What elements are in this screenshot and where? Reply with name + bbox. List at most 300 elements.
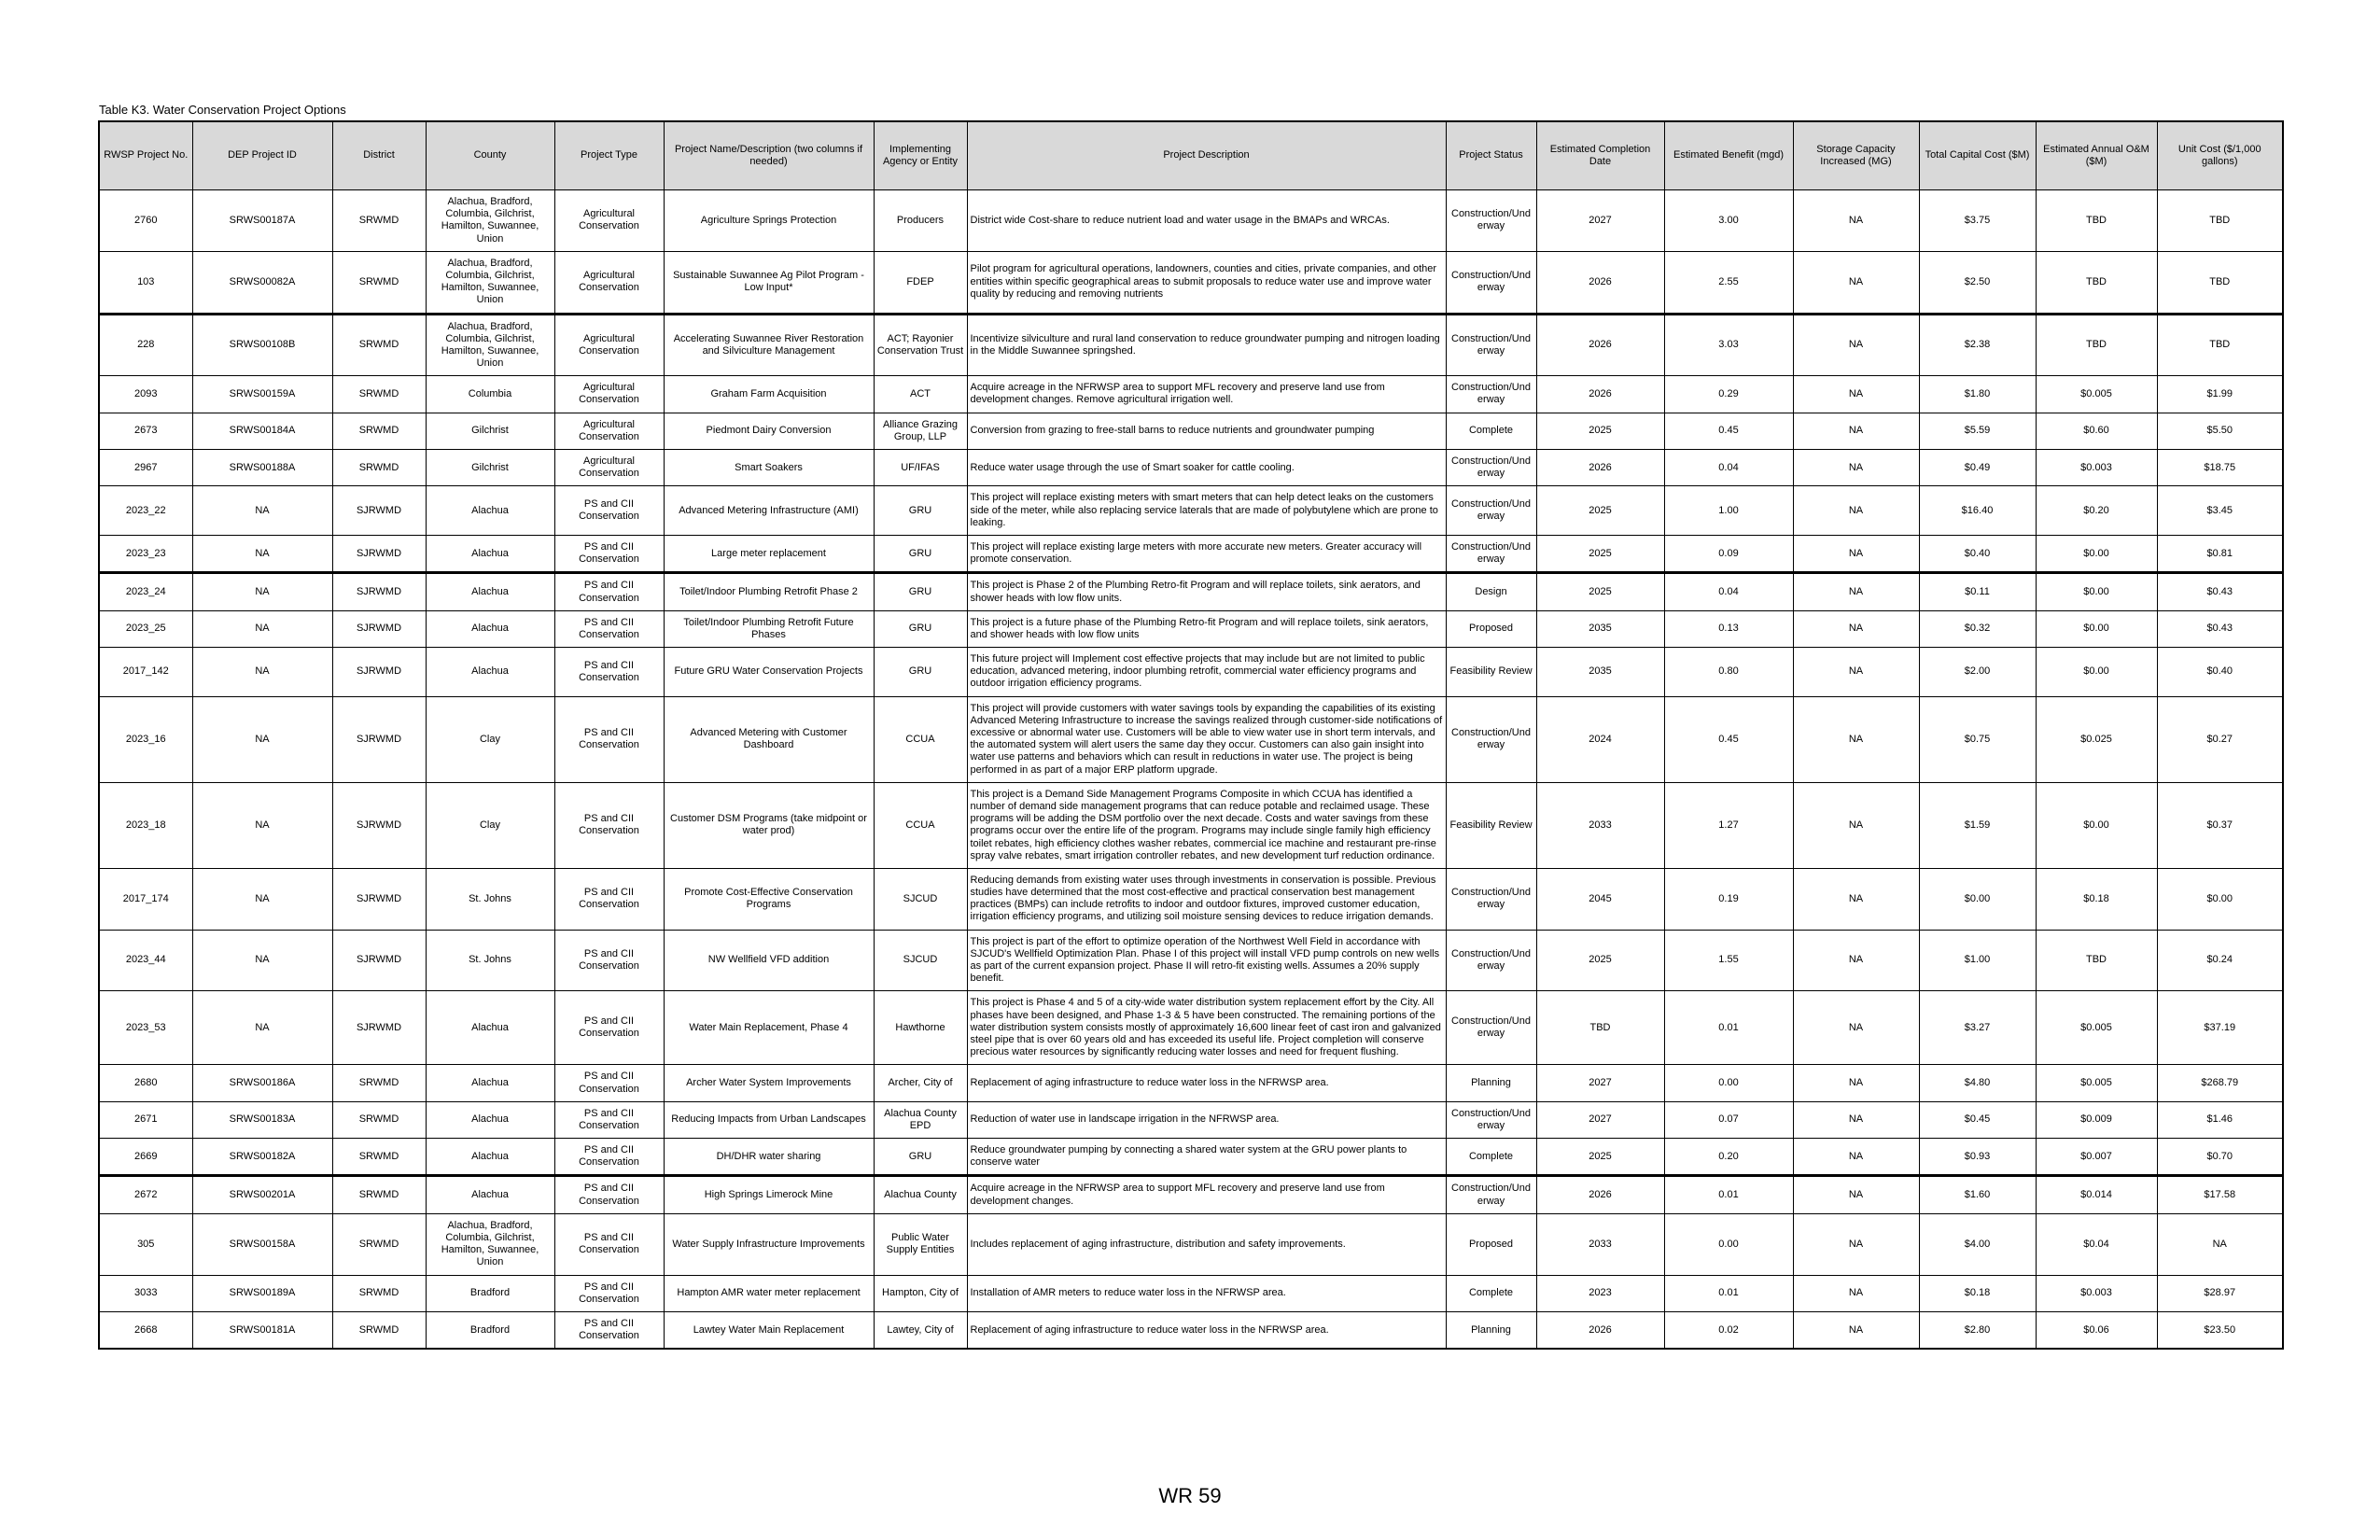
cell-agency: Public Water Supply Entities [874, 1213, 967, 1275]
cell-rwsp: 103 [99, 251, 192, 314]
cell-status: Design [1446, 573, 1536, 610]
table-row [99, 868, 2283, 930]
cell-status: Construction/Underway [1446, 991, 1536, 1065]
cell-type: Agricultural Conservation [554, 450, 664, 486]
cell-rwsp: 2023_53 [99, 991, 192, 1065]
cell-district: SJRWMD [332, 696, 426, 782]
table-row [99, 1311, 2283, 1349]
cell-completion: 2026 [1536, 251, 1664, 314]
cell-name: Future GRU Water Conservation Projects [664, 648, 874, 697]
cell-capital: $1.80 [1919, 376, 2036, 413]
cell-county: Columbia [426, 376, 554, 413]
table-row [99, 648, 2283, 697]
column-header-description: Project Description [967, 121, 1446, 190]
cell-storage: NA [1793, 376, 1919, 413]
cell-district: SRWMD [332, 190, 426, 252]
cell-district: SRWMD [332, 1065, 426, 1101]
cell-dep: SRWS00159A [192, 376, 332, 413]
cell-capital: $4.80 [1919, 1065, 2036, 1101]
cell-storage: NA [1793, 930, 1919, 991]
cell-name: Graham Farm Acquisition [664, 376, 874, 413]
cell-district: SRWMD [332, 251, 426, 314]
cell-name: Hampton AMR water meter replacement [664, 1275, 874, 1311]
table-row [99, 1139, 2283, 1176]
cell-status: Proposed [1446, 610, 1536, 647]
cell-benefit: 0.20 [1664, 1139, 1793, 1176]
cell-description: This project is a future phase of the Plumbing Retro-fit Program and will replace toilets, sink aerators, and shower heads with low flow units [967, 610, 1446, 647]
cell-om: $0.60 [2036, 413, 2157, 449]
cell-rwsp: 2023_18 [99, 782, 192, 868]
cell-name: Toilet/Indoor Plumbing Retrofit Phase 2 [664, 573, 874, 610]
cell-district: SJRWMD [332, 868, 426, 930]
cell-om: $0.007 [2036, 1139, 2157, 1176]
cell-om: $0.00 [2036, 648, 2157, 697]
cell-benefit: 1.27 [1664, 782, 1793, 868]
cell-storage: NA [1793, 610, 1919, 647]
cell-name: Advanced Metering with Customer Dashboard [664, 696, 874, 782]
cell-storage: NA [1793, 1311, 1919, 1349]
column-header-type: Project Type [554, 121, 664, 190]
cell-status: Complete [1446, 1139, 1536, 1176]
cell-name: Toilet/Indoor Plumbing Retrofit Future Phases [664, 610, 874, 647]
cell-rwsp: 2093 [99, 376, 192, 413]
cell-description: This project is part of the effort to optimize operation of the Northwest Well Field in accordance with SJCUD's Wellfield Optimization Plan. Phase I of this project will install VFD pump controls on new wells as part of the current expansion project. Phase II will retro-fit existing wells. Assumes a 20% supply benefit. [967, 930, 1446, 991]
cell-completion: 2033 [1536, 782, 1664, 868]
cell-rwsp: 3033 [99, 1275, 192, 1311]
cell-dep: SRWS00183A [192, 1101, 332, 1138]
cell-unit: $0.37 [2157, 782, 2283, 868]
table-row [99, 1213, 2283, 1275]
column-header-county: County [426, 121, 554, 190]
cell-completion: 2025 [1536, 535, 1664, 572]
cell-name: Smart Soakers [664, 450, 874, 486]
cell-rwsp: 2672 [99, 1176, 192, 1213]
cell-county: Gilchrist [426, 413, 554, 449]
cell-dep: NA [192, 868, 332, 930]
cell-benefit: 1.00 [1664, 486, 1793, 536]
cell-benefit: 0.00 [1664, 1065, 1793, 1101]
cell-om: $0.009 [2036, 1101, 2157, 1138]
cell-description: Conversion from grazing to free-stall barns to reduce nutrients and groundwater pumping [967, 413, 1446, 449]
cell-type: PS and CII Conservation [554, 1139, 664, 1176]
cell-benefit: 0.07 [1664, 1101, 1793, 1138]
cell-dep: SRWS00184A [192, 413, 332, 449]
cell-description: Reduction of water use in landscape irrigation in the NFRWSP area. [967, 1101, 1446, 1138]
cell-name: High Springs Limerock Mine [664, 1176, 874, 1213]
cell-agency: FDEP [874, 251, 967, 314]
cell-description: Includes replacement of aging infrastructure, distribution and safety improvements. [967, 1213, 1446, 1275]
cell-name: Reducing Impacts from Urban Landscapes [664, 1101, 874, 1138]
cell-district: SRWMD [332, 1275, 426, 1311]
page-number: WR 59 [1158, 1484, 1222, 1507]
cell-storage: NA [1793, 573, 1919, 610]
cell-dep: NA [192, 610, 332, 647]
table-title: Table K3. Water Conservation Project Options [99, 103, 346, 117]
cell-status: Construction/Underway [1446, 1101, 1536, 1138]
cell-capital: $0.93 [1919, 1139, 2036, 1176]
cell-dep: SRWS00181A [192, 1311, 332, 1349]
cell-capital: $0.75 [1919, 696, 2036, 782]
cell-agency: GRU [874, 486, 967, 536]
cell-type: Agricultural Conservation [554, 376, 664, 413]
cell-completion: 2023 [1536, 1275, 1664, 1311]
cell-rwsp: 2669 [99, 1139, 192, 1176]
cell-status: Planning [1446, 1065, 1536, 1101]
cell-agency: ACT [874, 376, 967, 413]
cell-rwsp: 2023_25 [99, 610, 192, 647]
cell-completion: 2026 [1536, 450, 1664, 486]
cell-description: This project will replace existing meters with smart meters that can help detect leaks on the customers side of the meter, while also replacing service laterals that are made of polybutylene which are prone to leaking. [967, 486, 1446, 536]
cell-capital: $4.00 [1919, 1213, 2036, 1275]
cell-completion: 2026 [1536, 314, 1664, 376]
cell-type: PS and CII Conservation [554, 696, 664, 782]
table-body [99, 190, 2283, 1350]
cell-benefit: 0.09 [1664, 535, 1793, 572]
cell-om: $0.014 [2036, 1176, 2157, 1213]
cell-agency: Alliance Grazing Group, LLP [874, 413, 967, 449]
table-row [99, 930, 2283, 991]
cell-capital: $1.00 [1919, 930, 2036, 991]
cell-name: Water Supply Infrastructure Improvements [664, 1213, 874, 1275]
cell-om: $0.00 [2036, 782, 2157, 868]
cell-unit: $3.45 [2157, 486, 2283, 536]
cell-unit: $0.00 [2157, 868, 2283, 930]
cell-type: PS and CII Conservation [554, 1065, 664, 1101]
cell-rwsp: 2760 [99, 190, 192, 252]
cell-benefit: 0.01 [1664, 1275, 1793, 1311]
cell-agency: Alachua County [874, 1176, 967, 1213]
cell-agency: Producers [874, 190, 967, 252]
cell-rwsp: 2673 [99, 413, 192, 449]
cell-completion: 2045 [1536, 868, 1664, 930]
cell-completion: 2025 [1536, 1139, 1664, 1176]
cell-type: Agricultural Conservation [554, 314, 664, 376]
cell-unit: $0.27 [2157, 696, 2283, 782]
cell-capital: $2.80 [1919, 1311, 2036, 1349]
cell-type: Agricultural Conservation [554, 251, 664, 314]
cell-om: $0.003 [2036, 1275, 2157, 1311]
cell-description: Reduce water usage through the use of Smart soaker for cattle cooling. [967, 450, 1446, 486]
cell-benefit: 0.01 [1664, 1176, 1793, 1213]
cell-dep: SRWS00188A [192, 450, 332, 486]
cell-agency: GRU [874, 1139, 967, 1176]
cell-description: Acquire acreage in the NFRWSP area to support MFL recovery and preserve land use from development changes. [967, 1176, 1446, 1213]
cell-capital: $0.45 [1919, 1101, 2036, 1138]
cell-rwsp: 2023_16 [99, 696, 192, 782]
cell-completion: 2027 [1536, 1065, 1664, 1101]
cell-county: Alachua [426, 1139, 554, 1176]
cell-storage: NA [1793, 782, 1919, 868]
cell-completion: 2025 [1536, 573, 1664, 610]
cell-district: SRWMD [332, 450, 426, 486]
cell-storage: NA [1793, 648, 1919, 697]
cell-dep: SRWS00189A [192, 1275, 332, 1311]
column-header-benefit: Estimated Benefit (mgd) [1664, 121, 1793, 190]
cell-storage: NA [1793, 1213, 1919, 1275]
column-header-name: Project Name/Description (two columns if needed) [664, 121, 874, 190]
table-row [99, 190, 2283, 252]
cell-description: Reduce groundwater pumping by connecting a shared water system at the GRU power plants to conserve water [967, 1139, 1446, 1176]
cell-agency: GRU [874, 573, 967, 610]
cell-om: $0.005 [2036, 1065, 2157, 1101]
cell-storage: NA [1793, 535, 1919, 572]
cell-district: SJRWMD [332, 991, 426, 1065]
cell-name: Water Main Replacement, Phase 4 [664, 991, 874, 1065]
cell-type: PS and CII Conservation [554, 1101, 664, 1138]
cell-name: Agriculture Springs Protection [664, 190, 874, 252]
cell-storage: NA [1793, 1275, 1919, 1311]
cell-om: $0.20 [2036, 486, 2157, 536]
cell-capital: $0.18 [1919, 1275, 2036, 1311]
cell-rwsp: 2017_142 [99, 648, 192, 697]
cell-rwsp: 2023_44 [99, 930, 192, 991]
cell-county: Alachua [426, 535, 554, 572]
cell-unit: NA [2157, 1213, 2283, 1275]
table-row [99, 450, 2283, 486]
cell-benefit: 0.19 [1664, 868, 1793, 930]
cell-om: $0.00 [2036, 535, 2157, 572]
cell-county: Alachua [426, 573, 554, 610]
column-header-rwsp: RWSP Project No. [99, 121, 192, 190]
cell-unit: $1.46 [2157, 1101, 2283, 1138]
cell-description: Incentivize silviculture and rural land conservation to reduce groundwater pumping and nitrogen loading in the Middle Suwannee springshed. [967, 314, 1446, 376]
cell-description: Pilot program for agricultural operations, landowners, counties and cities, private companies, and other entities within specific geographical areas to submit proposals to reduce water use and improve water quality by reducing and removing nutrients [967, 251, 1446, 314]
cell-agency: CCUA [874, 696, 967, 782]
table-row [99, 991, 2283, 1065]
cell-capital: $5.59 [1919, 413, 2036, 449]
cell-status: Construction/Underway [1446, 1176, 1536, 1213]
cell-type: PS and CII Conservation [554, 1275, 664, 1311]
cell-county: Alachua, Bradford, Columbia, Gilchrist, Hamilton, Suwannee, Union [426, 314, 554, 376]
cell-om: $0.04 [2036, 1213, 2157, 1275]
cell-dep: NA [192, 648, 332, 697]
cell-type: PS and CII Conservation [554, 610, 664, 647]
cell-om: $0.025 [2036, 696, 2157, 782]
cell-completion: 2024 [1536, 696, 1664, 782]
cell-type: PS and CII Conservation [554, 782, 664, 868]
cell-district: SRWMD [332, 1213, 426, 1275]
cell-county: Clay [426, 782, 554, 868]
cell-capital: $2.50 [1919, 251, 2036, 314]
cell-agency: CCUA [874, 782, 967, 868]
cell-status: Construction/Underway [1446, 190, 1536, 252]
cell-description: This project will provide customers with water savings tools by expanding the capabilities of its existing Advanced Metering Infrastructure to increase the savings realized through customer-side notifications of excessive or abnormal water use. Customers will be able to view water use in short term intervals, and the automated system will alert users the same day they occur. Customers can also gain insight into water use patterns and behaviors which can result in reductions in water use. The project is being performed in as part of a major ERP platform upgrade. [967, 696, 1446, 782]
cell-description: Acquire acreage in the NFRWSP area to support MFL recovery and preserve land use from development changes. Remove agricultural irrigation well. [967, 376, 1446, 413]
column-header-om: Estimated Annual O&M ($M) [2036, 121, 2157, 190]
cell-storage: NA [1793, 991, 1919, 1065]
cell-name: Large meter replacement [664, 535, 874, 572]
cell-rwsp: 2023_23 [99, 535, 192, 572]
cell-dep: SRWS00108B [192, 314, 332, 376]
cell-benefit: 3.00 [1664, 190, 1793, 252]
cell-unit: $0.70 [2157, 1139, 2283, 1176]
column-header-storage: Storage Capacity Increased (MG) [1793, 121, 1919, 190]
cell-agency: Alachua County EPD [874, 1101, 967, 1138]
cell-storage: NA [1793, 450, 1919, 486]
cell-agency: GRU [874, 648, 967, 697]
cell-unit: TBD [2157, 314, 2283, 376]
cell-agency: Lawtey, City of [874, 1311, 967, 1349]
table-row [99, 535, 2283, 572]
cell-type: PS and CII Conservation [554, 930, 664, 991]
cell-dep: NA [192, 535, 332, 572]
cell-completion: TBD [1536, 991, 1664, 1065]
cell-benefit: 2.55 [1664, 251, 1793, 314]
cell-om: $0.005 [2036, 991, 2157, 1065]
cell-county: Alachua [426, 486, 554, 536]
cell-dep: SRWS00186A [192, 1065, 332, 1101]
cell-status: Feasibility Review [1446, 648, 1536, 697]
cell-county: Alachua, Bradford, Columbia, Gilchrist, Hamilton, Suwannee, Union [426, 190, 554, 252]
cell-benefit: 0.29 [1664, 376, 1793, 413]
cell-rwsp: 2017_174 [99, 868, 192, 930]
cell-unit: $0.81 [2157, 535, 2283, 572]
cell-dep: NA [192, 782, 332, 868]
cell-unit: $37.19 [2157, 991, 2283, 1065]
cell-unit: $0.24 [2157, 930, 2283, 991]
cell-district: SRWMD [332, 1176, 426, 1213]
cell-type: Agricultural Conservation [554, 413, 664, 449]
cell-om: $0.18 [2036, 868, 2157, 930]
cell-completion: 2025 [1536, 413, 1664, 449]
table-row [99, 610, 2283, 647]
cell-type: PS and CII Conservation [554, 1311, 664, 1349]
cell-benefit: 0.01 [1664, 991, 1793, 1065]
cell-type: PS and CII Conservation [554, 486, 664, 536]
cell-type: PS and CII Conservation [554, 991, 664, 1065]
cell-dep: SRWS00182A [192, 1139, 332, 1176]
cell-storage: NA [1793, 314, 1919, 376]
cell-storage: NA [1793, 190, 1919, 252]
cell-county: Alachua, Bradford, Columbia, Gilchrist, Hamilton, Suwannee, Union [426, 251, 554, 314]
cell-completion: 2035 [1536, 648, 1664, 697]
cell-district: SRWMD [332, 1311, 426, 1349]
cell-rwsp: 2967 [99, 450, 192, 486]
cell-status: Planning [1446, 1311, 1536, 1349]
cell-rwsp: 228 [99, 314, 192, 376]
cell-rwsp: 2680 [99, 1065, 192, 1101]
cell-capital: $0.11 [1919, 573, 2036, 610]
cell-storage: NA [1793, 1065, 1919, 1101]
cell-status: Complete [1446, 413, 1536, 449]
cell-status: Feasibility Review [1446, 782, 1536, 868]
cell-district: SJRWMD [332, 486, 426, 536]
cell-rwsp: 305 [99, 1213, 192, 1275]
cell-capital: $16.40 [1919, 486, 2036, 536]
cell-county: Alachua [426, 1176, 554, 1213]
cell-status: Construction/Underway [1446, 535, 1536, 572]
cell-name: Accelerating Suwannee River Restoration and Silviculture Management [664, 314, 874, 376]
cell-storage: NA [1793, 696, 1919, 782]
cell-description: This project is Phase 4 and 5 of a city-wide water distribution system replacement effort by the City. All phases have been designed, and Phase 1-3 & 5 have been constructed. The remaining portions of the water distribution system consists mostly of approximately 16,600 linear feet of cast iron and galvanized steel pipe that is over 60 years old and has exceeded its useful life. Project completion will conserve precious water resources by significantly reducing water losses and need for frequent flushing. [967, 991, 1446, 1065]
cell-rwsp: 2668 [99, 1311, 192, 1349]
cell-capital: $0.00 [1919, 868, 2036, 930]
cell-capital: $3.27 [1919, 991, 2036, 1065]
cell-storage: NA [1793, 413, 1919, 449]
cell-type: PS and CII Conservation [554, 535, 664, 572]
cell-om: TBD [2036, 314, 2157, 376]
cell-description: Reducing demands from existing water uses through investments in conservation is possible. Previous studies have determined that the most cost-effective and practical conservation best management practices (BMPs) can include retrofits to indoor and outdoor fixtures, improved customer education, irrigation efficiency programs, and utilizing soil moisture sensing devices to reduce irrigation demands. [967, 868, 1446, 930]
cell-om: $0.00 [2036, 610, 2157, 647]
cell-status: Proposed [1446, 1213, 1536, 1275]
cell-om: TBD [2036, 930, 2157, 991]
cell-agency: GRU [874, 610, 967, 647]
water-conservation-projects-table [98, 120, 2284, 1350]
cell-unit: $1.99 [2157, 376, 2283, 413]
cell-agency: SJCUD [874, 930, 967, 991]
cell-unit: $0.43 [2157, 610, 2283, 647]
table-row [99, 1065, 2283, 1101]
cell-district: SJRWMD [332, 930, 426, 991]
table-row [99, 486, 2283, 536]
cell-description: This future project will Implement cost effective projects that may include but are not limited to public education, advanced metering, indoor plumbing retrofit, commercial water efficiency programs and outdoor irrigation efficiency programs. [967, 648, 1446, 697]
cell-dep: NA [192, 573, 332, 610]
table-row [99, 314, 2283, 376]
cell-district: SRWMD [332, 314, 426, 376]
cell-om: $0.005 [2036, 376, 2157, 413]
cell-completion: 2026 [1536, 1311, 1664, 1349]
cell-district: SJRWMD [332, 573, 426, 610]
cell-unit: $28.97 [2157, 1275, 2283, 1311]
cell-status: Construction/Underway [1446, 930, 1536, 991]
cell-benefit: 0.04 [1664, 573, 1793, 610]
cell-district: SJRWMD [332, 610, 426, 647]
cell-district: SJRWMD [332, 782, 426, 868]
cell-capital: $2.38 [1919, 314, 2036, 376]
cell-type: PS and CII Conservation [554, 868, 664, 930]
cell-description: This project is Phase 2 of the Plumbing Retro-fit Program and will replace toilets, sink aerators, and shower heads with low flow units. [967, 573, 1446, 610]
column-header-district: District [332, 121, 426, 190]
cell-dep: SRWS00201A [192, 1176, 332, 1213]
cell-description: This project will replace existing large meters with more accurate new meters. Greater accuracy will promote conservation. [967, 535, 1446, 572]
cell-unit: $23.50 [2157, 1311, 2283, 1349]
cell-capital: $0.32 [1919, 610, 2036, 647]
cell-benefit: 0.02 [1664, 1311, 1793, 1349]
cell-county: Alachua [426, 1101, 554, 1138]
cell-agency: SJCUD [874, 868, 967, 930]
cell-unit: $0.43 [2157, 573, 2283, 610]
cell-om: $0.003 [2036, 450, 2157, 486]
table-row [99, 1101, 2283, 1138]
table-row [99, 782, 2283, 868]
cell-om: TBD [2036, 190, 2157, 252]
cell-status: Construction/Underway [1446, 486, 1536, 536]
cell-status: Construction/Underway [1446, 868, 1536, 930]
cell-agency: ACT; Rayonier Conservation Trust [874, 314, 967, 376]
cell-name: Sustainable Suwannee Ag Pilot Program - Low Input* [664, 251, 874, 314]
cell-unit: $0.40 [2157, 648, 2283, 697]
cell-agency: GRU [874, 535, 967, 572]
cell-completion: 2033 [1536, 1213, 1664, 1275]
cell-rwsp: 2671 [99, 1101, 192, 1138]
cell-name: NW Wellfield VFD addition [664, 930, 874, 991]
cell-type: PS and CII Conservation [554, 1213, 664, 1275]
cell-agency: Hampton, City of [874, 1275, 967, 1311]
cell-description: Replacement of aging infrastructure to reduce water loss in the NFRWSP area. [967, 1311, 1446, 1349]
cell-unit: $5.50 [2157, 413, 2283, 449]
cell-county: Alachua [426, 648, 554, 697]
cell-name: Piedmont Dairy Conversion [664, 413, 874, 449]
cell-storage: NA [1793, 1176, 1919, 1213]
cell-district: SJRWMD [332, 648, 426, 697]
cell-dep: SRWS00158A [192, 1213, 332, 1275]
cell-benefit: 0.45 [1664, 696, 1793, 782]
cell-completion: 2025 [1536, 930, 1664, 991]
cell-completion: 2026 [1536, 376, 1664, 413]
cell-description: District wide Cost-share to reduce nutrient load and water usage in the BMAPs and WRCAs. [967, 190, 1446, 252]
cell-dep: SRWS00187A [192, 190, 332, 252]
cell-completion: 2035 [1536, 610, 1664, 647]
